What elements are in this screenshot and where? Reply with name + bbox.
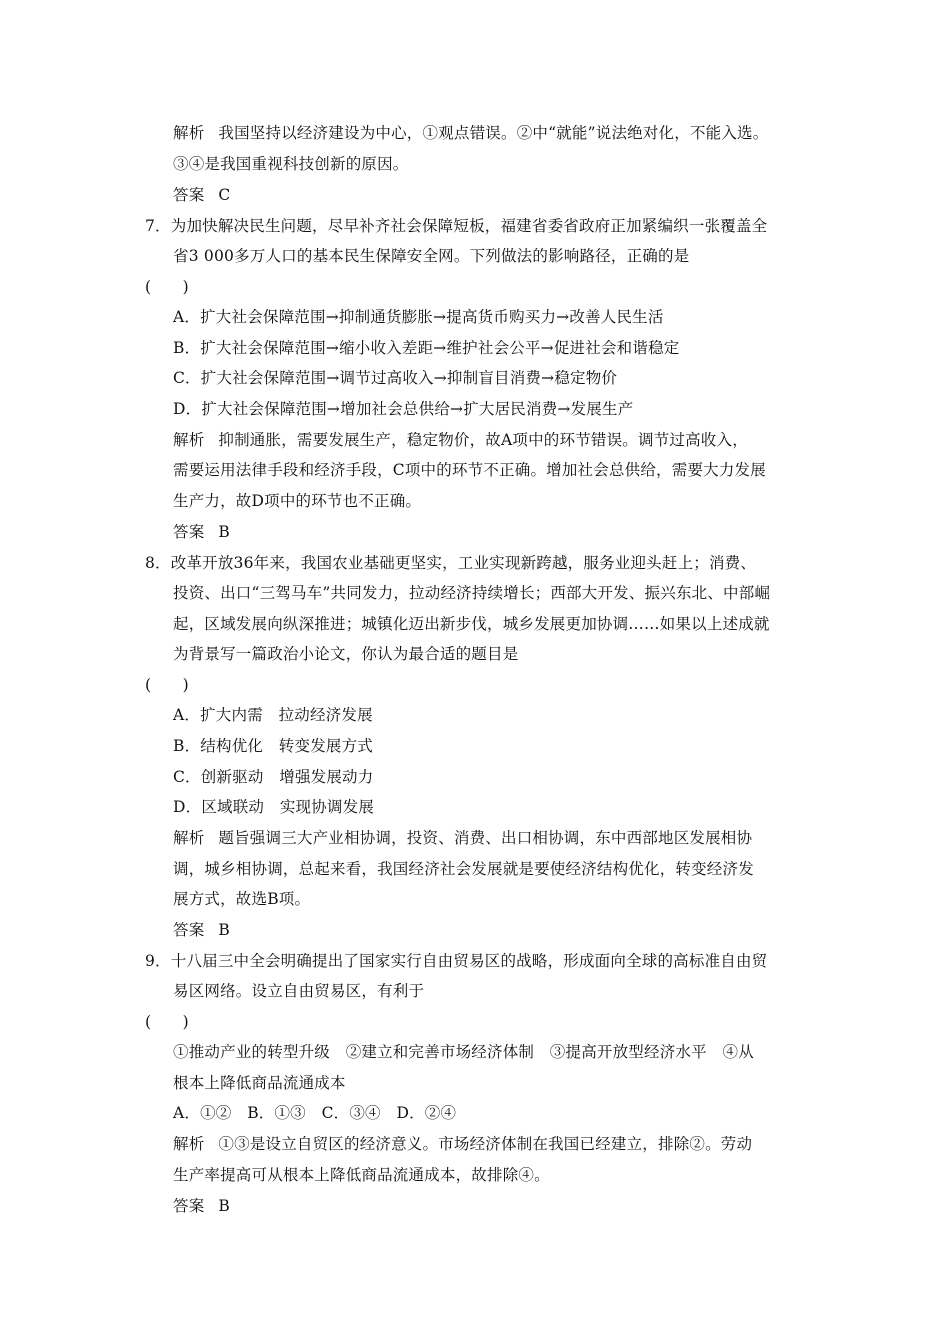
q9-analysis-label: 解析: [173, 1135, 205, 1153]
q8-analysis-line-1: 解析 题旨强调三大产业相协调，投资、消费、出口相协调，东中西部地区发展相协: [173, 829, 753, 847]
q8-option-d: D．区域联动 实现协调发展: [173, 798, 375, 816]
q9-statements-line-2: 根本上降低商品流通成本: [173, 1074, 346, 1092]
q7-analysis-line-1: 解析 抑制通胀，需要发展生产，稳定物价，故A项中的环节错误。调节过高收入，: [173, 431, 748, 449]
q7-answer-label: 答案: [173, 523, 205, 541]
prev-analysis-label: 解析: [173, 124, 205, 142]
q7-answer: [173, 522, 230, 542]
q9-statements-line-1: ①推动产业的转型升级 ②建立和完善市场经济体制 ③提高开放型经济水平 ④从: [173, 1043, 754, 1061]
prev-answer-label: 答案: [173, 186, 205, 204]
q8-analysis-line-3: 展方式，故选B项。: [173, 890, 311, 908]
q8-analysis-label: 解析: [173, 829, 205, 847]
q9-options: A．①② B．①③ C．③④ D．②④: [173, 1104, 457, 1122]
q8-option-a: A．扩大内需 拉动经济发展: [173, 706, 373, 724]
q7-answer-value: B: [218, 523, 230, 541]
q7-stem-line-1: 7．为加快解决民生问题，尽早补齐社会保障短板，福建省委省政府正加紧编织一张覆盖全: [145, 217, 768, 235]
q9-answer: [173, 1196, 230, 1216]
q9-analysis-line-2: 生产率提高可从根本上降低商品流通成本，故排除④。: [173, 1166, 550, 1184]
q7-option-a: A．扩大社会保障范围→抑制通货膨胀→提高货币购买力→改善人民生活: [173, 308, 664, 326]
q8-stem-line-3: 起，区域发展向纵深推进；城镇化迈出新步伐，城乡发展更加协调……如果以上述成就: [173, 615, 770, 633]
q8-stem-line-2: 投资、出口“三驾马车”共同发力，拉动经济持续增长；西部大开发、振兴东北、中部崛: [173, 584, 771, 602]
q7-answer-paren: ( ): [145, 278, 189, 296]
q8-answer-value: B: [218, 921, 230, 939]
q7-option-d: D．扩大社会保障范围→增加社会总供给→扩大居民消费→发展生产: [173, 400, 634, 418]
q9-stem-line-2: 易区网络。设立自由贸易区，有利于: [173, 982, 425, 1000]
q7-stem-line-2: 省3 000多万人口的基本民生保障安全网。下列做法的影响路径，正确的是: [173, 247, 690, 265]
q7-analysis-line-3: 生产力，故D项中的环节也不正确。: [173, 492, 422, 510]
prev-answer: [173, 185, 230, 205]
prev-analysis-line-1: 解析 我国坚持以经济建设为中心，①观点错误。②中“就能”说法绝对化，不能入选。: [173, 124, 769, 142]
q9-answer-value: B: [218, 1197, 230, 1215]
q8-answer-label: 答案: [173, 921, 205, 939]
q9-analysis-line-1: 解析 ①③是设立自贸区的经济意义。市场经济体制在我国已经建立，排除②。劳动: [173, 1135, 753, 1153]
q8-option-b: B．结构优化 转变发展方式: [173, 737, 373, 755]
q9-answer-paren: ( ): [145, 1013, 189, 1031]
q9-answer-label: 答案: [173, 1197, 205, 1215]
q8-stem-line-4: 为背景写一篇政治小论文，你认为最合适的题目是: [173, 645, 519, 663]
q8-option-c: C．创新驱动 增强发展动力: [173, 768, 374, 786]
prev-analysis-line-2: ③④是我国重视科技创新的原因。: [173, 155, 409, 173]
prev-answer-value: C: [218, 186, 231, 204]
q7-analysis-line-2: 需要运用法律手段和经济手段，C项中的环节不正确。增加社会总供给，需要大力发展: [173, 461, 766, 479]
q8-answer-paren: ( ): [145, 676, 189, 694]
q8-stem-line-1: 8．改革开放36年来，我国农业基础更坚实，工业实现新跨越，服务业迎头赶上；消费、: [145, 554, 757, 572]
q9-stem-line-1: 9．十八届三中全会明确提出了国家实行自由贸易区的战略，形成面向全球的高标准自由贸: [145, 952, 768, 970]
q7-option-c: C．扩大社会保障范围→调节过高收入→抑制盲目消费→稳定物价: [173, 369, 618, 387]
q8-analysis-line-2: 调，城乡相协调，总起来看，我国经济社会发展就是要使经济结构优化，转变经济发: [173, 860, 754, 878]
q7-option-b: B．扩大社会保障范围→缩小收入差距→维护社会公平→促进社会和谐稳定: [173, 339, 680, 357]
q8-answer: [173, 920, 230, 940]
q7-analysis-label: 解析: [173, 431, 205, 449]
